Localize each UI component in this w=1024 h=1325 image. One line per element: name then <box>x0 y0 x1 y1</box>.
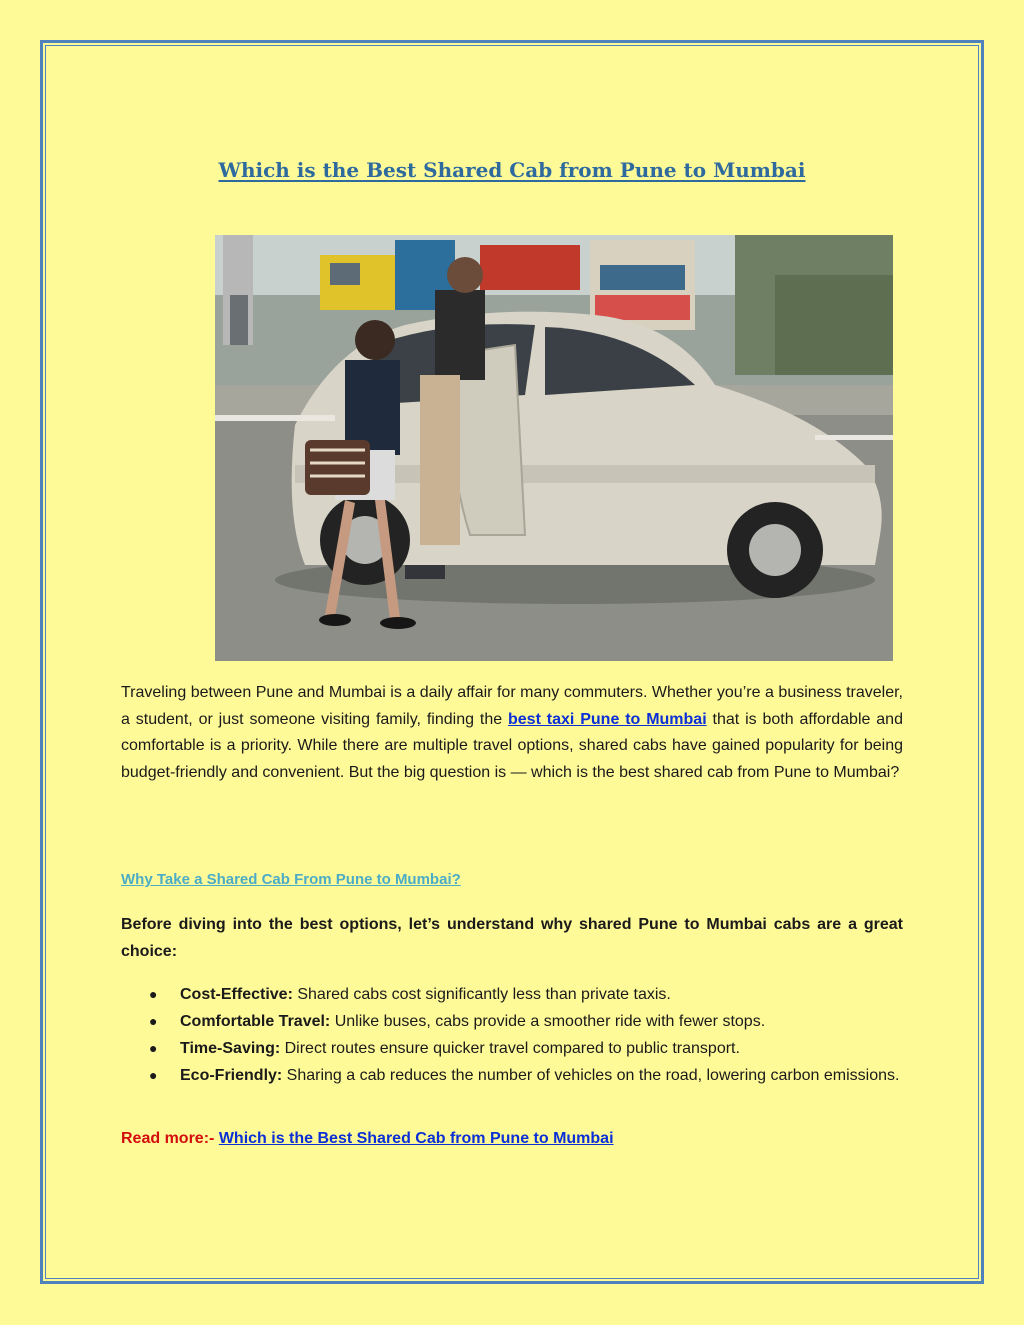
benefit-text: Sharing a cab reduces the number of vehicles on the road, lowering carbon emissions. <box>282 1067 900 1084</box>
read-more-label: Read more:- <box>121 1130 215 1147</box>
benefit-text: Unlike buses, cabs provide a smoother ride with fewer stops. <box>330 1013 766 1030</box>
intro-paragraph <box>121 680 903 786</box>
lead-paragraph: Before diving into the best options, let’s understand why shared Pune to Mumbai cabs are a great choice: <box>121 916 903 960</box>
bullet-icon: ● <box>149 1040 158 1056</box>
benefit-label: Eco-Friendly: <box>180 1067 283 1084</box>
page-border-inner <box>45 45 979 1279</box>
section-subheading: Why Take a Shared Cab From Pune to Mumbai? <box>121 871 461 888</box>
benefit-label: Comfortable Travel: <box>180 1013 331 1030</box>
bullet-icon: ● <box>149 1067 158 1083</box>
page-title: Which is the Best Shared Cab from Pune to Mumbai <box>218 158 806 182</box>
benefit-label: Time-Saving: <box>180 1040 281 1057</box>
list-item <box>121 1062 903 1089</box>
read-more-line <box>121 1130 903 1148</box>
read-more-link[interactable]: Which is the Best Shared Cab from Pune to Mumbai <box>218 1130 614 1147</box>
intro-text-after-link: that is both affordable and comfortable is a priority. While there are multiple travel options, shared cabs have gained popularity for being budget-friendly and convenient. But the big question is — which is the best shared cab from Pune to Mumbai? <box>121 710 903 781</box>
best-taxi-link[interactable]: best taxi Pune to Mumbai <box>508 710 707 728</box>
list-item <box>121 1035 903 1062</box>
benefits-list <box>121 981 903 1089</box>
intro-text-before-link: Traveling between Pune and Mumbai is a daily affair for many commuters. Whether you’re a business traveler, a student, or just someone visiting family, finding the <box>121 684 903 728</box>
bullet-icon: ● <box>149 986 158 1002</box>
benefit-label: Cost-Effective: <box>180 986 293 1003</box>
benefit-text: Direct routes ensure quicker travel compared to public transport. <box>280 1040 740 1057</box>
taxi-street-photo <box>215 235 893 661</box>
list-item <box>121 1008 903 1035</box>
benefit-text: Shared cabs cost significantly less than private taxis. <box>292 986 671 1003</box>
list-item <box>121 981 903 1008</box>
bullet-icon: ● <box>149 1013 158 1029</box>
